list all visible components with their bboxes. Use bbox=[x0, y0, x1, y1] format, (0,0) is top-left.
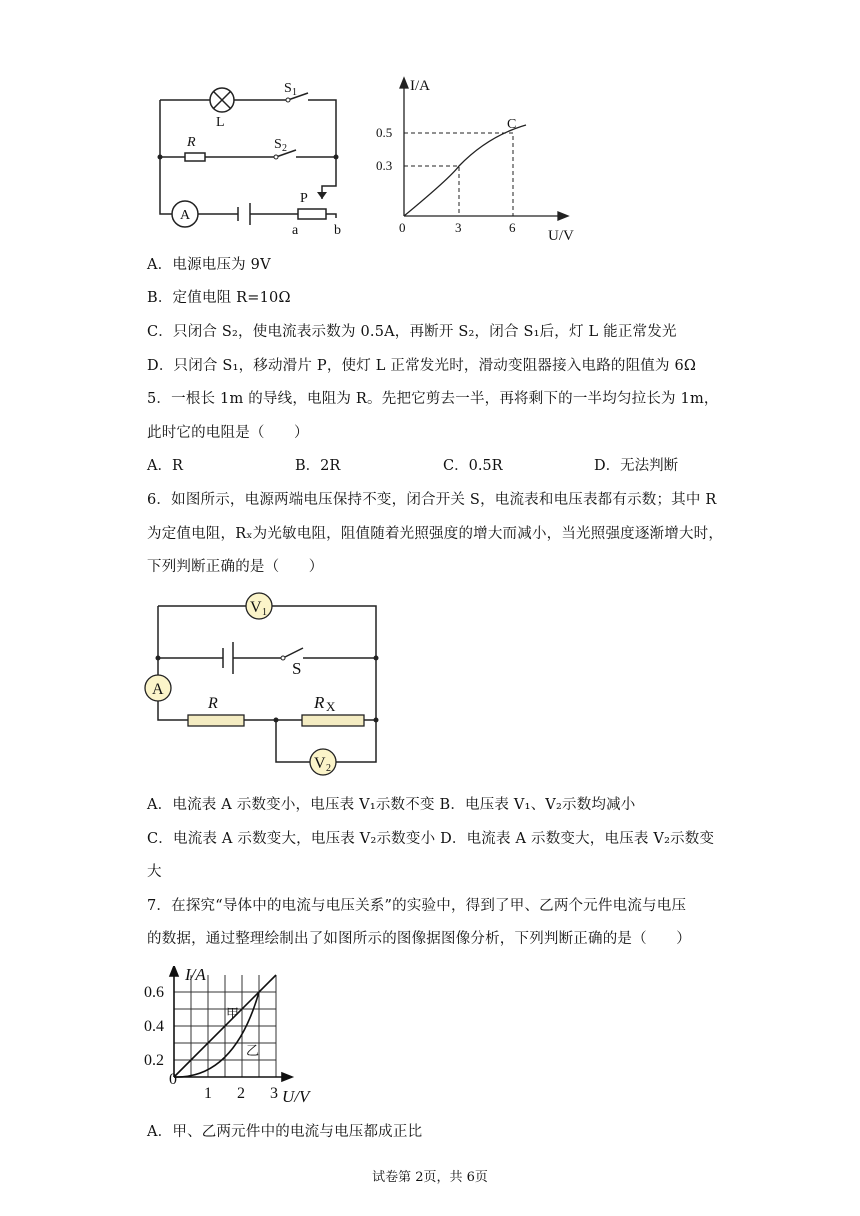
graph7-xtick-1: 1 bbox=[204, 1085, 212, 1102]
series-yi-label: 乙 bbox=[246, 1043, 260, 1058]
ammeter-a-label: A bbox=[152, 681, 164, 698]
end-a-label: a bbox=[292, 223, 299, 238]
q6-circuit-diagram bbox=[142, 590, 387, 780]
graph4-origin: 0 bbox=[399, 220, 406, 235]
graph4-xtick-6: 6 bbox=[509, 220, 516, 235]
v2-sub: 2 bbox=[326, 763, 331, 774]
v1-sub: 1 bbox=[262, 607, 267, 618]
graph4-ylabel: I/A bbox=[410, 78, 430, 94]
page-footer: 试卷第 2页，共 6页 bbox=[372, 1170, 488, 1185]
graph7-ytick-02: 0.2 bbox=[144, 1052, 164, 1069]
q7-iu-graph bbox=[140, 966, 335, 1106]
graph4-xtick-3: 3 bbox=[455, 220, 462, 235]
graph7-origin: 0 bbox=[169, 1071, 177, 1088]
q7-option-a: A．甲、乙两元件中的电流与电压都成正比 bbox=[147, 1124, 423, 1140]
q6-stem-line3: 下列判断正确的是（ ） bbox=[147, 559, 324, 575]
graph4-ytick-05: 0.5 bbox=[376, 125, 393, 140]
q5-stem-line1: 5．一根长 1m 的导线，电阻为 R。先把它剪去一半，再将剩下的一半均匀拉长为 1m， bbox=[147, 391, 719, 407]
q7-stem-line1: 7．在探究“导体中的电流与电压关系”的实验中，得到了甲、乙两个元件电流与电压 bbox=[147, 898, 687, 914]
rx-label: R bbox=[314, 693, 325, 712]
v2-label: V bbox=[314, 755, 326, 772]
graph7-ytick-04: 0.4 bbox=[144, 1018, 164, 1035]
series-jia-label: 甲 bbox=[226, 1006, 240, 1021]
q5-option-a: A．R bbox=[147, 458, 183, 474]
resistor-r-label: R bbox=[187, 135, 196, 150]
rx-sub: X bbox=[326, 699, 336, 714]
ammeter-label: A bbox=[180, 208, 191, 223]
resistor-r-label: R bbox=[208, 695, 218, 712]
q5-option-d: D．无法判断 bbox=[594, 458, 679, 474]
q6-stem-line1: 6．如图所示，电源两端电压保持不变，闭合开关 S，电流表和电压表都有示数；其中 R bbox=[147, 492, 717, 508]
q6-option-ab: A．电流表 A 示数变小，电压表 V₁示数不变 B．电压表 V₁、V₂示数均减小 bbox=[147, 797, 636, 813]
switch2-sub: 2 bbox=[282, 143, 287, 154]
q5-stem-line2: 此时它的电阻是（ ） bbox=[147, 425, 309, 441]
end-b-label: b bbox=[334, 223, 341, 238]
graph4-point-c: C bbox=[507, 117, 517, 132]
q5-option-c: C．0.5R bbox=[443, 458, 503, 474]
q4-iu-graph bbox=[370, 72, 585, 244]
q4-option-d: D．只闭合 S₁，移动滑片 P，使灯 L 正常发光时，滑动变阻器接入电路的阻值为 6Ω bbox=[147, 358, 697, 374]
graph4-xlabel: U/V bbox=[548, 228, 574, 244]
q4-circuit-diagram bbox=[150, 78, 350, 238]
switch2-label: S bbox=[274, 137, 282, 152]
q5-option-b: B．2R bbox=[295, 458, 341, 474]
q6-stem-line2: 为定值电阻，Rₓ为光敏电阻，阻值随着光照强度的增大而减小，当光照强度逐渐增大时， bbox=[147, 526, 724, 542]
q6-option-d-cont: 大 bbox=[147, 864, 162, 880]
graph7-ylabel: I/A bbox=[185, 966, 206, 984]
switch1-sub: 1 bbox=[292, 87, 297, 98]
q4-option-a: A．电源电压为 9V bbox=[147, 257, 271, 273]
graph4-ytick-03: 0.3 bbox=[376, 158, 393, 173]
v1-label: V bbox=[250, 599, 262, 616]
q6-option-cd: C．电流表 A 示数变大，电压表 V₂示数变小 D．电流表 A 示数变大，电压表 V₂示数变 bbox=[147, 831, 715, 847]
graph7-xtick-3: 3 bbox=[270, 1085, 278, 1102]
switch-s-label: S bbox=[292, 659, 302, 678]
q4-option-c: C．只闭合 S₂，使电流表示数为 0.5A，再断开 S₂，闭合 S₁后，灯 L 能正常发光 bbox=[147, 324, 677, 340]
q7-stem-line2: 的数据，通过整理绘制出了如图所示的图像据图像分析，下列判断正确的是（ ） bbox=[147, 931, 691, 947]
slider-p-label: P bbox=[300, 191, 308, 206]
graph7-xtick-2: 2 bbox=[237, 1085, 245, 1102]
lamp-label: L bbox=[216, 115, 225, 130]
q4-option-b: B．定值电阻 R=10Ω bbox=[147, 290, 291, 306]
switch1-label: S bbox=[284, 81, 292, 96]
graph7-ytick-06: 0.6 bbox=[144, 984, 164, 1001]
graph7-xlabel: U/V bbox=[282, 1087, 310, 1106]
